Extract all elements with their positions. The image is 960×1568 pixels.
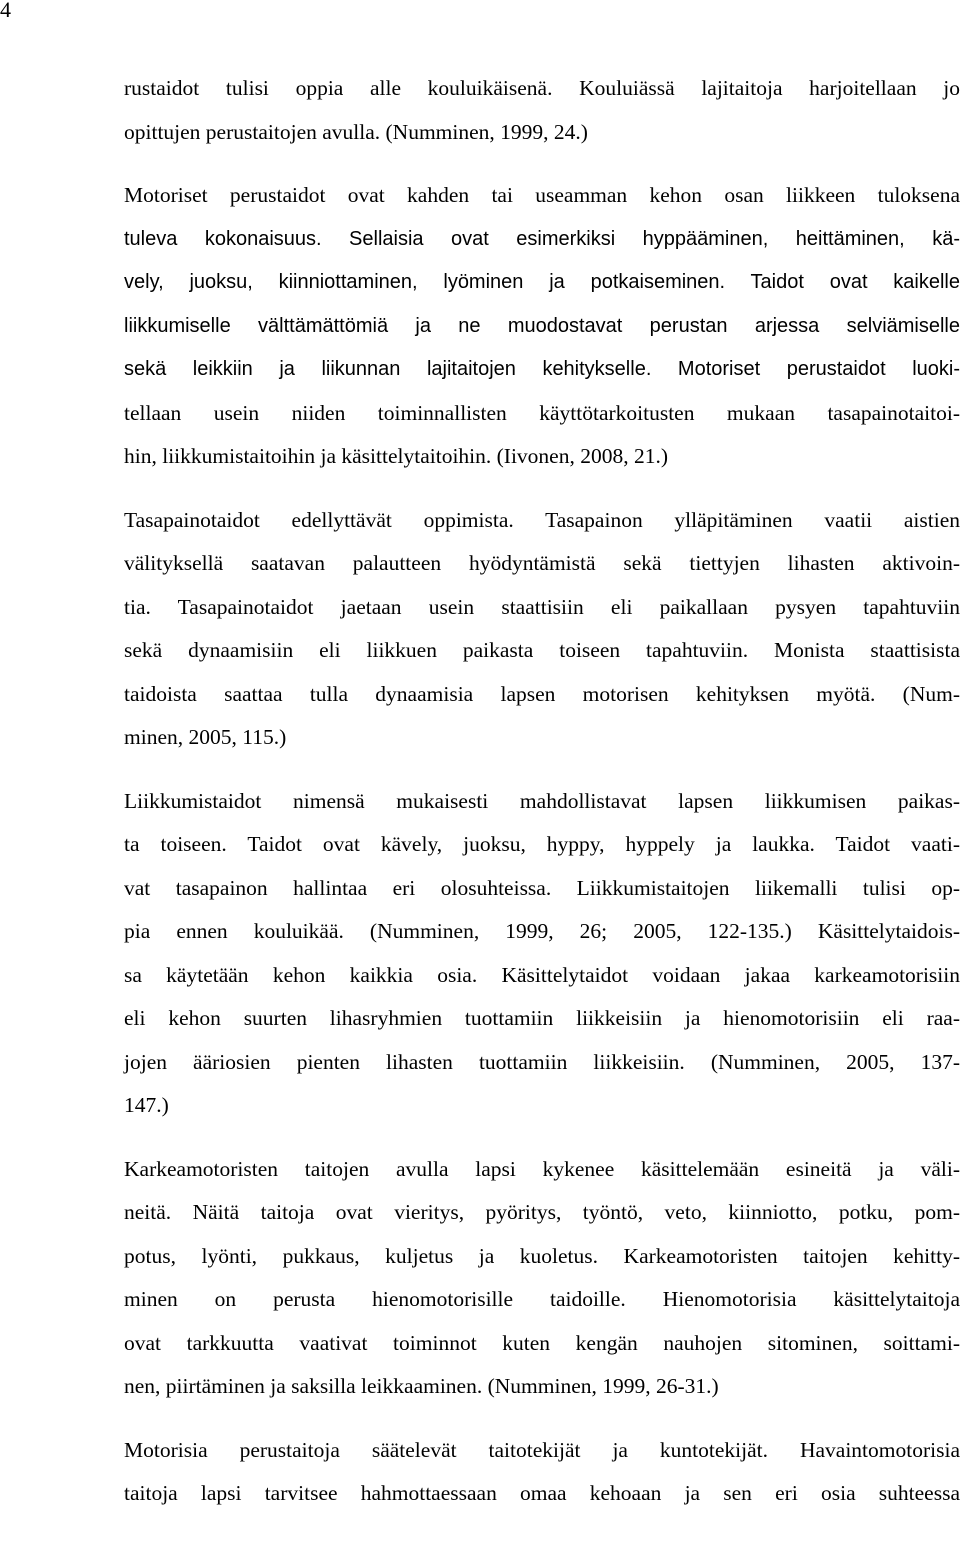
text-line: sekä dynaamisiin eli liikkuen paikasta toiseen tapahtuviin. Monista staattisista <box>124 638 960 662</box>
text-line: minen, 2005, 115.) <box>124 725 287 749</box>
text-line: taidoista saattaa tulla dynaamisia lapsen motorisen kehityksen myötä. (Num- <box>124 681 960 706</box>
text-line: opittujen perustaitojen avulla. (Numminen, 1999, 24.) <box>124 119 588 144</box>
text-line: Tasapainotaidot edellyttävät oppimista. Tasapainon ylläpitäminen vaatii aistien <box>124 507 960 532</box>
text-line: neitä. Näitä taitoja ovat vieritys, pyöritys, työntö, veto, kiinniotto, potku, pom- <box>124 1200 960 1224</box>
paragraph-2 <box>124 174 960 479</box>
text-line: rustaidot tulisi oppia alle kouluikäisenä. Kouluiässä lajitaitoja harjoitellaan jo <box>124 76 960 100</box>
text-line: Motoriset perustaidot ovat kahden tai useamman kehon osan liikkeen tuloksena <box>124 183 960 207</box>
text-line: vat tasapainon hallintaa eri olosuhteissa. Liikkumistaitojen liikemalli tulisi op- <box>124 875 960 900</box>
text-line: hin, liikkumistaitoihin ja käsittelytaitoihin. (Iivonen, 2008, 21.) <box>124 444 669 468</box>
text-line: tia. Tasapainotaidot jaetaan usein staattisiin eli paikallaan pysyen tapahtuviin <box>124 594 960 619</box>
text-line: 147.) <box>124 1093 169 1117</box>
text-line: pia ennen kouluikää. (Numminen, 1999, 26; 2005, 122-135.) Käsittelytaidois- <box>124 919 960 943</box>
text-line: jojen ääriosien pienten lihasten tuottamiin liikkeisiin. (Numminen, 2005, 137- <box>124 1049 960 1074</box>
text-line: potus, lyönti, pukkaus, kuljetus ja kuoletus. Karkeamotoristen taitojen kehitty- <box>124 1243 960 1268</box>
text-line: nen, piirtäminen ja saksilla leikkaaminen. (Numminen, 1999, 26-31.) <box>124 1374 719 1398</box>
text-line: taitoja lapsi tarvitsee hahmottaessaan omaa kehoaan ja sen eri osia suhteessa <box>124 1481 960 1505</box>
text-line: tuleva kokonaisuus. Sellaisia ovat esimerkiksi hyppääminen, heittäminen, kä- <box>124 227 960 250</box>
text-line: eli kehon suurten lihasryhmien tuottamiin liikkeisiin ja hienomotorisiin eli raa- <box>124 1006 960 1030</box>
text-line: välityksellä saatavan palautteen hyödyntämistä sekä tiettyjen lihasten aktivoin- <box>124 551 960 575</box>
text-line: sekä leikkiin ja liikunnan lajitaitojen kehitykselle. Motoriset perustaidot luoki- <box>124 358 960 380</box>
paragraph-3 <box>124 499 960 760</box>
text-line: Karkeamotoristen taitojen avulla lapsi kykenee käsittelemään esineitä ja väli- <box>124 1156 960 1181</box>
paragraph-1 <box>124 67 960 154</box>
text-line: sa käytetään kehon kaikkia osia. Käsittelytaidot voidaan jakaa karkeamotorisiin <box>124 962 960 987</box>
paragraph-4 <box>124 780 960 1128</box>
text-line: minen on perusta hienomotorisille taidoille. Hienomotorisia käsittelytaitoja <box>124 1287 960 1311</box>
text-line: ta toiseen. Taidot ovat kävely, juoksu, hyppy, hyppely ja laukka. Taidot vaati- <box>124 832 960 856</box>
text-line: liikkumiselle välttämättömiä ja ne muodostavat perustan arjessa selviämiselle <box>124 314 960 337</box>
text-line: Motorisia perustaitoja säätelevät taitotekijät ja kuntotekijät. Havaintomotorisia <box>124 1437 960 1462</box>
body-text <box>124 67 960 1516</box>
text-line: Liikkumistaidot nimensä mukaisesti mahdollistavat lapsen liikkumisen paikas- <box>124 788 960 813</box>
page-number: 4 <box>0 0 11 22</box>
paragraph-5 <box>124 1148 960 1409</box>
text-line: ovat tarkkuutta vaativat toiminnot kuten kengän nauhojen sitominen, soittami- <box>124 1330 960 1355</box>
paragraph-6 <box>124 1429 960 1516</box>
text-line: tellaan usein niiden toiminnallisten käyttötarkoitusten mukaan tasapainotaitoi- <box>124 400 960 425</box>
text-line: vely, juoksu, kiinniottaminen, lyöminen ja potkaiseminen. Taidot ovat kaikelle <box>124 271 960 293</box>
